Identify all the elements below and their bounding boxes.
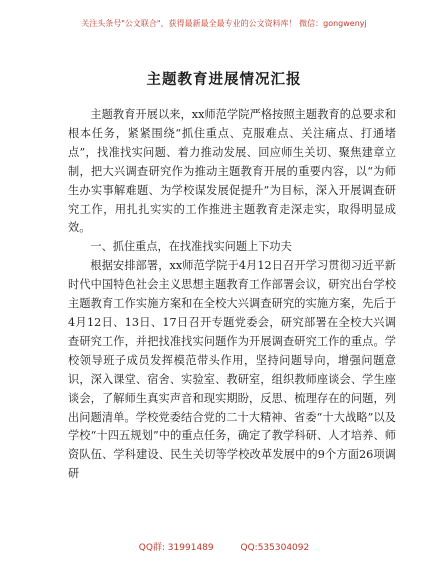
document-title: 主题教育进展情况汇报: [146, 72, 302, 88]
footer-qq: QQ:535304092: [240, 543, 310, 553]
document-body: [68, 106, 396, 484]
footer-qq-group: QQ群: 31991489: [138, 543, 214, 553]
section-heading: 一、抓住重点，在找准找实问题上下功夫: [90, 240, 292, 254]
paragraph-intro: 主题教育开展以来，xx师范学院严格按照主题教育的总要求和根本任务，紧紧围绕“抓住重点、克服难点、关注痛点、打通堵点”，找准找实问题、着力推动发展、回应师生关切、聚焦建章立制，把大兴调查研究作为推动主题教育开展的重要内容，以“为师生办实事解难题、为学校谋发展促提升”为目标，深入开展调查研究工作，用扎扎实实的工作推进主题教育走深走实，取得明显成效。: [68, 108, 396, 235]
footer-contact: [0, 540, 448, 553]
header-banner: 关注头条号"公文联合"，获得最新最全最专业的公文资料库！ 微信：gongwenyj: [81, 19, 367, 28]
paragraph-section-1: 根据安排部署，xx师范学院于4月12日召开学习贯彻习近平新时代中国特色社会主义思想主题教育工作部署会议，研究出台学校主题教育工作实施方案和在全校大兴调查研究的实施方案，先后于4月12日、13日、17日召开专题党委会，研究部署在全校大兴调查研究工作，并把找准找实问题作为开展调查研究工作的重点。学校领导班子成员发挥模范带头作用，坚持问题导向，增强问题意识，深入课堂、宿舍、实验室、教研室，组织教师座谈会、学生座谈会，了解师生真实声音和现实期盼，反思、梳理存在的问题，列出问题清单。学校党委结合党的二十大精神、省委“十大战略”以及学校“十四五规划”中的重点任务，确定了教学科研、人才培养、师资队伍、学科建设、民生关切等学校改革发展中的9个方面26项调研: [68, 259, 396, 481]
